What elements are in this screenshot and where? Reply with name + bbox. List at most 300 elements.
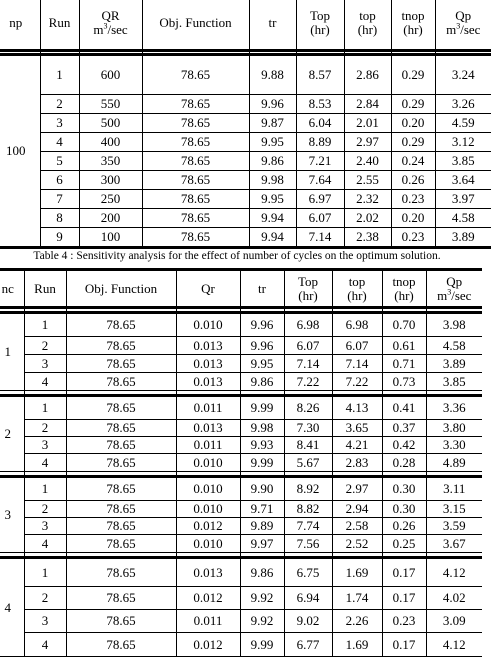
- table-row: [0, 437, 482, 454]
- table-cell-text: 4: [41, 535, 49, 551]
- table-cell: [426, 477, 482, 501]
- column-header-text: $m^3/\sec$: [93, 21, 128, 38]
- table-cell: [142, 151, 249, 170]
- table-cell-text: 78.65: [106, 454, 136, 470]
- table-cell: [426, 454, 482, 472]
- table-cell-text: 0.012: [193, 518, 223, 533]
- table-cell: [332, 587, 382, 610]
- table-cell: [382, 454, 426, 472]
- table-cell-text: 0.24: [401, 152, 425, 168]
- table-cell: [240, 355, 284, 373]
- table-cell: [391, 189, 435, 208]
- table-cell-text: 0.013: [193, 337, 223, 353]
- table-cell-text: 3.30: [442, 437, 466, 452]
- table-cell-text: 7.22: [345, 373, 369, 389]
- table-cell-text: 0.23: [392, 613, 416, 628]
- table-cell: [40, 189, 79, 208]
- nc-cell: [0, 558, 24, 657]
- table-cell: [332, 518, 382, 535]
- table-cell: [382, 420, 426, 437]
- table-cell-text: 78.65: [180, 114, 211, 130]
- table-row: [0, 633, 482, 657]
- table-cell: [240, 610, 284, 633]
- table-cell-text: 78.65: [106, 437, 136, 452]
- table-cell-text: 0.20: [401, 209, 425, 225]
- table-cell: [79, 94, 142, 113]
- table-cell: [176, 420, 240, 437]
- table-cell: [391, 151, 435, 170]
- table-cell: [24, 396, 66, 420]
- table-cell-text: 0.17: [392, 590, 416, 605]
- table-row: [0, 337, 482, 355]
- table-cell: [435, 151, 491, 170]
- table-cell: [284, 373, 332, 391]
- table-cell-text: 3.85: [451, 152, 475, 168]
- column-header-text: tr: [258, 280, 266, 296]
- column-header: [249, 0, 296, 50]
- table-cell: [24, 420, 66, 437]
- table-cell: [66, 313, 176, 337]
- table-cell: [296, 189, 344, 208]
- table-cell: [249, 132, 296, 151]
- column-header-text: tnop: [392, 273, 416, 289]
- table-cell-text: 8.53: [308, 95, 332, 111]
- table-cell-text: 9.94: [261, 209, 284, 225]
- table-cell-text: 0.71: [392, 355, 416, 371]
- table-cell: [142, 208, 249, 227]
- table-cell: [249, 170, 296, 189]
- table-cell: [24, 337, 66, 355]
- table-cell: [332, 501, 382, 518]
- table-cell-text: 78.65: [106, 613, 136, 628]
- table-cell: [24, 535, 66, 553]
- table-cell-text: 0.013: [193, 355, 223, 371]
- table-cell: [66, 535, 176, 553]
- table-cell: [435, 189, 491, 208]
- table-cell-text: 9.98: [261, 171, 284, 187]
- table-cell-text: 0.010: [193, 317, 223, 332]
- table-cell: [240, 437, 284, 454]
- table-cell: [24, 610, 66, 633]
- table-cell: [332, 610, 382, 633]
- table-cell-text: 0.013: [193, 373, 223, 389]
- table-cell-text: 0.23: [401, 228, 425, 244]
- table-cell: [382, 337, 426, 355]
- table-cell-text: 9.99: [250, 454, 274, 470]
- table-cell: [66, 373, 176, 391]
- nc-cell-text: 2: [4, 426, 11, 441]
- table-cell-text: 3.59: [442, 518, 466, 533]
- table-cell-text: 6.04: [308, 114, 332, 130]
- table-cell: [79, 208, 142, 227]
- table-cell-text: 78.65: [180, 190, 211, 206]
- table-cell: [142, 113, 249, 132]
- table-cell: [426, 558, 482, 587]
- table-cell: [24, 373, 66, 391]
- table-cell: [382, 558, 426, 587]
- column-header: [66, 270, 176, 308]
- table-cell-text: 9.96: [261, 95, 284, 111]
- table-cell: [332, 337, 382, 355]
- table-cell: [176, 558, 240, 587]
- table-cell: [332, 535, 382, 553]
- table-cell-text: 0.30: [392, 501, 416, 516]
- column-header-text: Top: [297, 273, 319, 289]
- table-cell-text: 9.02: [296, 613, 320, 628]
- table-cell-text: 1: [41, 317, 49, 332]
- table-cell-text: 78.65: [106, 501, 136, 516]
- table-cell: [391, 208, 435, 227]
- table-row: [0, 587, 482, 610]
- table-cell-text: 3.26: [451, 95, 475, 111]
- table-cell: [24, 501, 66, 518]
- table-cell: [435, 208, 491, 227]
- table-cell-text: 78.65: [106, 420, 136, 435]
- table-cell: [382, 501, 426, 518]
- column-header-text: Run: [48, 15, 71, 31]
- table-cell-text: 3.36: [442, 400, 466, 415]
- table-cell-text: 9.92: [250, 613, 274, 628]
- table-cell: [240, 633, 284, 657]
- table-cell-text: 8.41: [296, 437, 320, 452]
- table-cell: [382, 437, 426, 454]
- table-cell-text: 7.21: [308, 152, 332, 168]
- table-cell-text: 78.65: [180, 228, 211, 244]
- table-cell: [382, 518, 426, 535]
- table-cell: [24, 587, 66, 610]
- table-row: [0, 170, 491, 189]
- table-cell: [249, 227, 296, 247]
- table-cell-text: 6.07: [296, 337, 320, 353]
- column-header-text: Run: [34, 280, 56, 296]
- table-cell-text: 8.57: [308, 66, 332, 82]
- table-cell: [296, 170, 344, 189]
- column-header: [142, 0, 249, 50]
- table-cell: [332, 454, 382, 472]
- table-cell-text: 78.65: [106, 636, 136, 652]
- table-cell: [382, 610, 426, 633]
- table-cell-text: 78.65: [180, 152, 211, 168]
- table-cell-text: 400: [100, 133, 121, 149]
- table-cell-text: 78.65: [106, 373, 136, 389]
- column-header-text: Obj. Function: [84, 280, 158, 296]
- table-cell: [24, 313, 66, 337]
- table-cell: [284, 355, 332, 373]
- table-cell: [40, 227, 79, 247]
- table-cell-text: 3.85: [442, 373, 466, 389]
- table-cell: [142, 94, 249, 113]
- np-cell: [0, 54, 40, 247]
- table-cell: [435, 54, 491, 94]
- table-row: [0, 373, 482, 391]
- table-cell-text: 6.98: [345, 317, 369, 332]
- table-cell-text: 3.24: [451, 66, 475, 82]
- table-cell: [240, 396, 284, 420]
- table-cell-text: 0.42: [392, 437, 416, 452]
- table-cell: [284, 558, 332, 587]
- table-cell-text: 2.40: [356, 152, 379, 168]
- table-cell-text: 7.22: [296, 373, 320, 389]
- table-cell: [284, 535, 332, 553]
- table-cell-text: 78.65: [180, 171, 211, 187]
- table-cell-text: 4.13: [345, 400, 369, 415]
- table-cell-text: 9.97: [250, 535, 274, 551]
- table-cell: [240, 313, 284, 337]
- table-row: [0, 227, 491, 247]
- table-cell: [382, 373, 426, 391]
- column-header: [176, 270, 240, 308]
- table-cell: [40, 113, 79, 132]
- table-cell: [176, 437, 240, 454]
- column-header-text: (hr): [403, 22, 423, 38]
- table-row: [0, 151, 491, 170]
- table-cell: [382, 355, 426, 373]
- table-cell: [176, 518, 240, 535]
- table-cell: [391, 113, 435, 132]
- table-cell: [435, 227, 491, 247]
- column-header: [284, 270, 332, 308]
- table-cell: [382, 313, 426, 337]
- column-header: [426, 270, 482, 308]
- table-cell: [66, 337, 176, 355]
- table-cell-text: 0.29: [401, 133, 425, 149]
- table-cell-text: 0.011: [193, 613, 223, 628]
- table-cell: [284, 454, 332, 472]
- table-cell-text: 3: [41, 355, 49, 371]
- table-cell-text: 9: [56, 228, 63, 244]
- nc-cell-text: 4: [4, 599, 11, 615]
- table-cell-text: 200: [100, 209, 121, 225]
- table-cell-text: 8.92: [296, 481, 320, 496]
- table-cell-text: 9.95: [261, 190, 284, 206]
- table-cell-text: 3.97: [451, 190, 475, 206]
- table-cell: [426, 337, 482, 355]
- table-cell: [296, 151, 344, 170]
- table-cell: [284, 610, 332, 633]
- table-row: [0, 501, 482, 518]
- table-cell: [344, 208, 391, 227]
- table-row: [0, 313, 482, 337]
- table-cell-text: 3.11: [443, 481, 466, 496]
- sensitivity-table-cycles: [0, 268, 482, 657]
- table-cell-text: 350: [100, 152, 121, 168]
- table-cell-text: 9.95: [261, 133, 284, 149]
- table-cell-text: 0.25: [392, 535, 416, 551]
- table-cell: [66, 355, 176, 373]
- table-cell: [344, 94, 391, 113]
- table-cell: [284, 313, 332, 337]
- table-cell: [249, 54, 296, 94]
- table-cell-text: 6.75: [296, 564, 320, 580]
- table-cell-text: 1: [41, 481, 49, 496]
- table-cell: [142, 170, 249, 189]
- table-cell: [435, 113, 491, 132]
- table-cell-text: 3: [41, 437, 49, 452]
- table-cell-text: 1: [41, 400, 49, 415]
- table-cell-text: 4: [41, 636, 49, 652]
- table-cell-text: 2: [41, 420, 49, 435]
- table-cell-text: 7: [56, 190, 63, 206]
- column-header-text: tnop: [401, 8, 425, 24]
- table-cell: [40, 132, 79, 151]
- table-cell: [284, 501, 332, 518]
- table-cell-text: 4.89: [442, 454, 466, 470]
- table-cell: [284, 337, 332, 355]
- table-cell-text: 78.65: [180, 133, 211, 149]
- table-cell-text: 78.65: [106, 518, 136, 533]
- table-cell-text: 78.65: [180, 95, 211, 111]
- table-cell: [176, 337, 240, 355]
- table-cell-text: 0.010: [193, 535, 223, 551]
- table-cell-text: 78.65: [180, 66, 211, 82]
- table-cell: [176, 454, 240, 472]
- table-cell: [66, 420, 176, 437]
- table-cell-text: 9.95: [250, 355, 274, 371]
- nc-cell: [0, 477, 24, 553]
- table-cell: [176, 396, 240, 420]
- table-cell: [284, 396, 332, 420]
- table-cell-text: 9.89: [250, 518, 274, 533]
- table-cell: [391, 132, 435, 151]
- table-cell-text: 8.26: [296, 400, 320, 415]
- table-cell-text: 0.26: [401, 171, 425, 187]
- table-cell: [249, 189, 296, 208]
- column-header: [0, 270, 24, 308]
- table-cell-text: 8: [56, 209, 63, 225]
- table-row: [0, 94, 491, 113]
- table-cell: [426, 535, 482, 553]
- table-cell-text: 2: [41, 501, 49, 516]
- table-cell-text: 0.26: [392, 518, 416, 533]
- table-cell: [382, 535, 426, 553]
- table-cell-text: 9.88: [261, 66, 284, 82]
- table-cell-text: 6.77: [296, 636, 320, 652]
- table-cell: [176, 535, 240, 553]
- table-cell-text: 0.17: [392, 636, 416, 652]
- table-cell-text: 2.26: [345, 613, 369, 628]
- table-cell-text: 7.56: [296, 535, 320, 551]
- table-cell-text: 4.59: [451, 114, 475, 130]
- table-cell: [426, 373, 482, 391]
- table-cell: [240, 420, 284, 437]
- table-cell: [296, 227, 344, 247]
- table-cell: [296, 113, 344, 132]
- table-cell-text: 2.97: [356, 133, 379, 149]
- table-cell-text: 0.61: [392, 337, 416, 353]
- column-header-text: QR: [101, 8, 120, 24]
- table-cell: [344, 113, 391, 132]
- table-cell: [296, 54, 344, 94]
- table-cell: [79, 227, 142, 247]
- table-cell-text: 9.99: [250, 400, 274, 415]
- table-cell: [382, 587, 426, 610]
- table-cell-text: 6.07: [345, 337, 369, 353]
- table-cell-text: 9.96: [250, 317, 274, 332]
- np-cell-text: 100: [6, 142, 26, 158]
- table-cell: [426, 587, 482, 610]
- table-cell: [24, 437, 66, 454]
- column-header: [24, 270, 66, 308]
- column-header: [79, 0, 142, 50]
- table-cell-text: 3.89: [442, 355, 466, 371]
- table-cell-text: 100: [100, 228, 121, 244]
- column-header-text: $m^3/\sec$: [437, 287, 472, 303]
- table-cell: [79, 151, 142, 170]
- table-cell-text: 0.010: [193, 481, 223, 496]
- column-header-text: Obj. Function: [159, 15, 232, 31]
- table-cell: [66, 518, 176, 535]
- table-cell-text: 2.32: [356, 190, 379, 206]
- table-cell: [142, 189, 249, 208]
- table-cell-text: 4.02: [442, 590, 466, 605]
- table-cell: [24, 518, 66, 535]
- table-cell-text: 2.02: [356, 209, 379, 225]
- column-header-text: np: [9, 15, 23, 31]
- table-cell-text: 78.65: [106, 400, 136, 415]
- table-cell: [332, 396, 382, 420]
- table-cell: [142, 54, 249, 94]
- table-cell: [332, 373, 382, 391]
- table-cell: [176, 477, 240, 501]
- table-cell: [240, 373, 284, 391]
- table-cell: [66, 587, 176, 610]
- table-cell-text: 0.17: [392, 564, 416, 580]
- table-cell-text: 550: [100, 95, 121, 111]
- table-cell-text: 2: [41, 337, 49, 353]
- column-header-text: (hr): [298, 287, 318, 303]
- table-cell: [79, 189, 142, 208]
- table-cell-text: 3.09: [442, 613, 466, 628]
- table-cell: [40, 54, 79, 94]
- table-cell-text: 3.15: [442, 501, 466, 516]
- table-cell-text: 300: [100, 171, 121, 187]
- table-cell: [435, 94, 491, 113]
- table-cell: [382, 477, 426, 501]
- column-header-text: (hr): [310, 22, 330, 38]
- table-cell: [284, 633, 332, 657]
- table-cell: [284, 587, 332, 610]
- column-header-text: (hr): [357, 22, 378, 38]
- table-cell: [240, 518, 284, 535]
- table-cell-text: 4: [41, 373, 49, 389]
- column-header-text: top: [359, 8, 376, 24]
- table-cell-text: 3.12: [451, 133, 475, 149]
- column-header: [391, 0, 435, 50]
- table-cell: [40, 94, 79, 113]
- table-cell: [344, 132, 391, 151]
- table-cell: [66, 396, 176, 420]
- table-cell-text: 78.65: [106, 481, 136, 496]
- table-cell: [176, 501, 240, 518]
- table-cell-text: 1.74: [345, 590, 369, 605]
- table-cell: [249, 113, 296, 132]
- table-cell: [332, 633, 382, 657]
- table-cell-text: 9.96: [250, 337, 274, 353]
- table-cell-text: 78.65: [106, 355, 136, 371]
- table-cell: [332, 420, 382, 437]
- table-cell-text: 0.29: [401, 66, 425, 82]
- table-cell-text: 3: [41, 518, 49, 533]
- table-cell-text: 6.07: [308, 209, 332, 225]
- table-cell-text: 7.14: [296, 355, 320, 371]
- column-header: [40, 0, 79, 50]
- table-cell-text: 1: [41, 564, 49, 580]
- table-cell: [249, 94, 296, 113]
- table-cell: [24, 454, 66, 472]
- table-cell-text: 9.71: [250, 501, 274, 516]
- table-cell-text: 3: [56, 114, 63, 130]
- table-cell-text: 78.65: [180, 209, 211, 225]
